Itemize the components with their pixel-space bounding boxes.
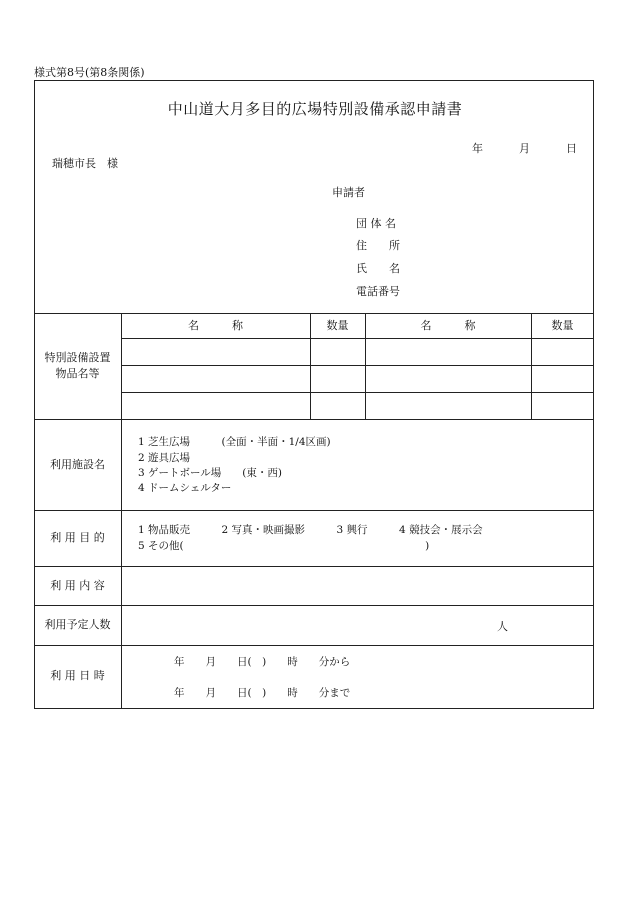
form-number: 様式第8号(第8条関係) [34,66,145,79]
datetime-label: 利 用 日 時 [50,669,105,682]
application-form [34,80,594,709]
attendance-label: 利用予定人数 [44,618,111,631]
datetime-from: 年 月 日( ) 時 分から [174,656,351,668]
column-header-name-1: 名 称 [188,319,243,332]
date-day-label: 日 [566,142,577,155]
divider [121,365,594,366]
facility-option-3: 3 ゲートボール場 (東・西) [138,467,283,479]
facility-option-1: 1 芝生広場 (全面・半面・1/4区画) [138,436,331,448]
purpose-options-line2: 5 その他( ) [138,540,430,552]
divider [34,510,594,511]
divider [121,392,594,393]
content-label: 利 用 内 容 [50,579,105,592]
divider [34,645,594,646]
column-header-qty-1: 数量 [326,319,349,332]
divider [34,566,594,567]
column-header-name-2: 名 称 [420,319,476,332]
equipment-label-line2: 物品名等 [55,367,100,380]
attendance-unit: 人 [497,620,508,633]
applicant-address-label: 住 所 [356,239,400,252]
date-year-label: 年 [472,142,483,155]
date-month-label: 月 [519,142,530,155]
equipment-row-label [34,350,121,382]
divider [121,338,594,339]
applicant-name-label: 氏 名 [356,262,400,275]
facility-option-2: 2 遊具広場 [138,452,191,464]
purpose-label: 利 用 目 的 [50,531,105,544]
equipment-label-line1: 特別設備設置 [44,351,111,364]
divider [34,605,594,606]
divider [34,419,594,420]
form-title: 中山道大月多目的広場特別設備承認申請書 [167,100,463,118]
facility-option-4: 4 ドームシェルター [138,482,232,494]
column-header-qty-2: 数量 [551,319,574,332]
divider [34,313,594,314]
applicant-group-name-label: 団 体 名 [356,217,396,230]
purpose-options-line1: 1 物品販売 2 写真・映画撮影 3 興行 4 競技会・展示会 [138,524,483,536]
facility-label: 利用施設名 [50,458,105,471]
datetime-to: 年 月 日( ) 時 分まで [174,687,351,699]
applicant-phone-label: 電話番号 [356,285,400,298]
addressee: 瑞穂市長 様 [52,157,118,170]
applicant-label: 申請者 [332,186,365,199]
label-column-divider [121,313,122,709]
